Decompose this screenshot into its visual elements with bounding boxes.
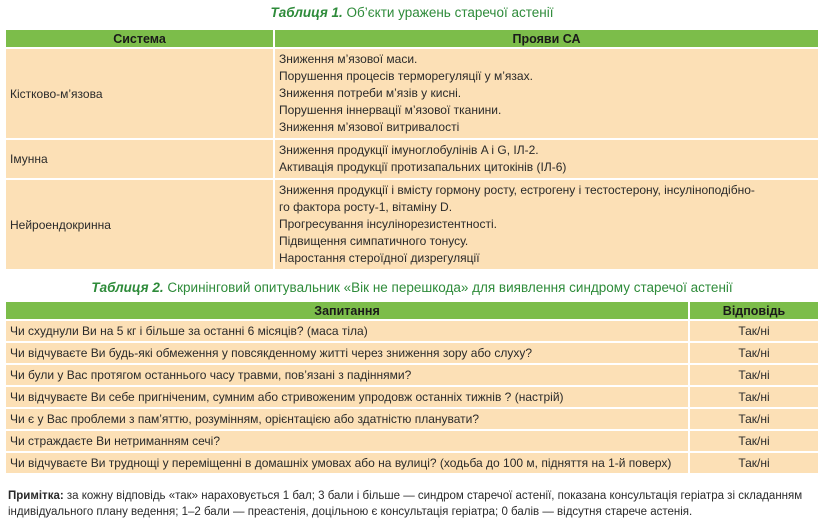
manifestation-line: Порушення процесів терморегуляції у м’язах. <box>279 69 533 83</box>
table-row <box>6 409 818 429</box>
manifestation-line: Наростання стероїдної дизрегуляції <box>279 251 480 265</box>
system-cell: Імунна <box>6 140 273 178</box>
manifestation-line: Активація продукції протизапальних цитокінів (ІЛ-6) <box>279 160 567 174</box>
table1-header-row <box>6 30 818 47</box>
note-line: за кожну відповідь «так» нараховується 1 бал; 3 бали і більше — синдром старечої астенії, показана консультація геріатра зі складанням <box>63 490 803 502</box>
manifestations-cell <box>275 49 818 138</box>
manifestation-line: го фактора росту-1, вітаміну D. <box>279 200 453 214</box>
table-row <box>6 431 818 451</box>
system-cell: Нейроендокринна <box>6 180 273 269</box>
table-row <box>6 387 818 407</box>
table-row <box>6 49 818 138</box>
table1-header-manifestations: Прояви СА <box>275 30 818 47</box>
answer-cell: Так/ні <box>690 343 818 363</box>
table-row <box>6 365 818 385</box>
answer-cell: Так/ні <box>690 365 818 385</box>
table-row <box>6 321 818 341</box>
note-label: Примітка: <box>8 490 64 502</box>
table2-caption-text: Скринінговий опитувальник «Вік не перешкода» для виявлення синдрому старечої астенії <box>163 280 733 295</box>
note-line: індивідуального плану ведення; 1–2 бали — преастенія, доцільною є консультація геріатра; 0 балів — відсутня старече астенія. <box>8 506 693 518</box>
answer-cell: Так/ні <box>690 321 818 341</box>
answer-cell: Так/ні <box>690 453 818 473</box>
manifestation-line: Прогресування інсулінорезистентності. <box>279 217 497 231</box>
question-cell: Чи відчуваєте Ви будь-які обмеження у повсякденному житті через зниження зору або слуху? <box>6 343 688 363</box>
question-cell: Чи схуднули Ви на 5 кг і більше за останні 6 місяців? (маса тіла) <box>6 321 688 341</box>
manifestation-line: Порушення іннервації м’язової тканини. <box>279 103 502 117</box>
table-row <box>6 343 818 363</box>
question-cell: Чи є у Вас проблеми з пам’яттю, розумінням, орієнтацією або здатністю планувати? <box>6 409 688 429</box>
table1-caption-label: Таблиця 1. <box>270 5 343 20</box>
table2-header-row <box>6 302 818 319</box>
table2-note <box>8 488 820 520</box>
manifestation-line: Зниження продукції імуноглобулінів A і G, ІЛ-2. <box>279 143 539 157</box>
table-row <box>6 140 818 178</box>
question-cell: Чи відчуваєте Ви труднощі у переміщенні в домашніх умовах або на вулиці? (ходьба до 100 м, підняття на 1-й поверх) <box>6 453 688 473</box>
manifestation-line: Зниження м’язової маси. <box>279 52 418 66</box>
table-row <box>6 180 818 269</box>
table2-caption <box>0 279 824 297</box>
table2-caption-label: Таблиця 2. <box>91 280 164 295</box>
table2-header-question: Запитання <box>6 302 688 319</box>
manifestations-cell <box>275 180 818 269</box>
question-cell: Чи були у Вас протягом останнього часу травми, пов’язані з падіннями? <box>6 365 688 385</box>
question-cell: Чи страждаєте Ви нетриманням сечі? <box>6 431 688 451</box>
answer-cell: Так/ні <box>690 409 818 429</box>
table1 <box>4 28 820 271</box>
manifestations-cell <box>275 140 818 178</box>
table2-header-answer: Відповідь <box>690 302 818 319</box>
answer-cell: Так/ні <box>690 431 818 451</box>
system-cell: Кістково-м’язова <box>6 49 273 138</box>
manifestation-line: Зниження продукції і вмісту гормону росту, естрогену і тестостерону, інсуліноподібно- <box>279 183 755 197</box>
answer-cell: Так/ні <box>690 387 818 407</box>
manifestation-line: Зниження потреби м’язів у кисні. <box>279 86 462 100</box>
table1-header-system: Система <box>6 30 273 47</box>
table2 <box>4 300 820 475</box>
table1-caption <box>0 4 824 22</box>
question-cell: Чи відчуваєте Ви себе пригніченим, сумним або стривоженим упродовж останніх тижнів ? (настрій) <box>6 387 688 407</box>
manifestation-line: Зниження м’язової витривалості <box>279 120 460 134</box>
table1-caption-text: Об’єкти уражень старечої астенії <box>342 5 554 20</box>
manifestation-line: Підвищення симпатичного тонусу. <box>279 234 469 248</box>
table-row <box>6 453 818 473</box>
